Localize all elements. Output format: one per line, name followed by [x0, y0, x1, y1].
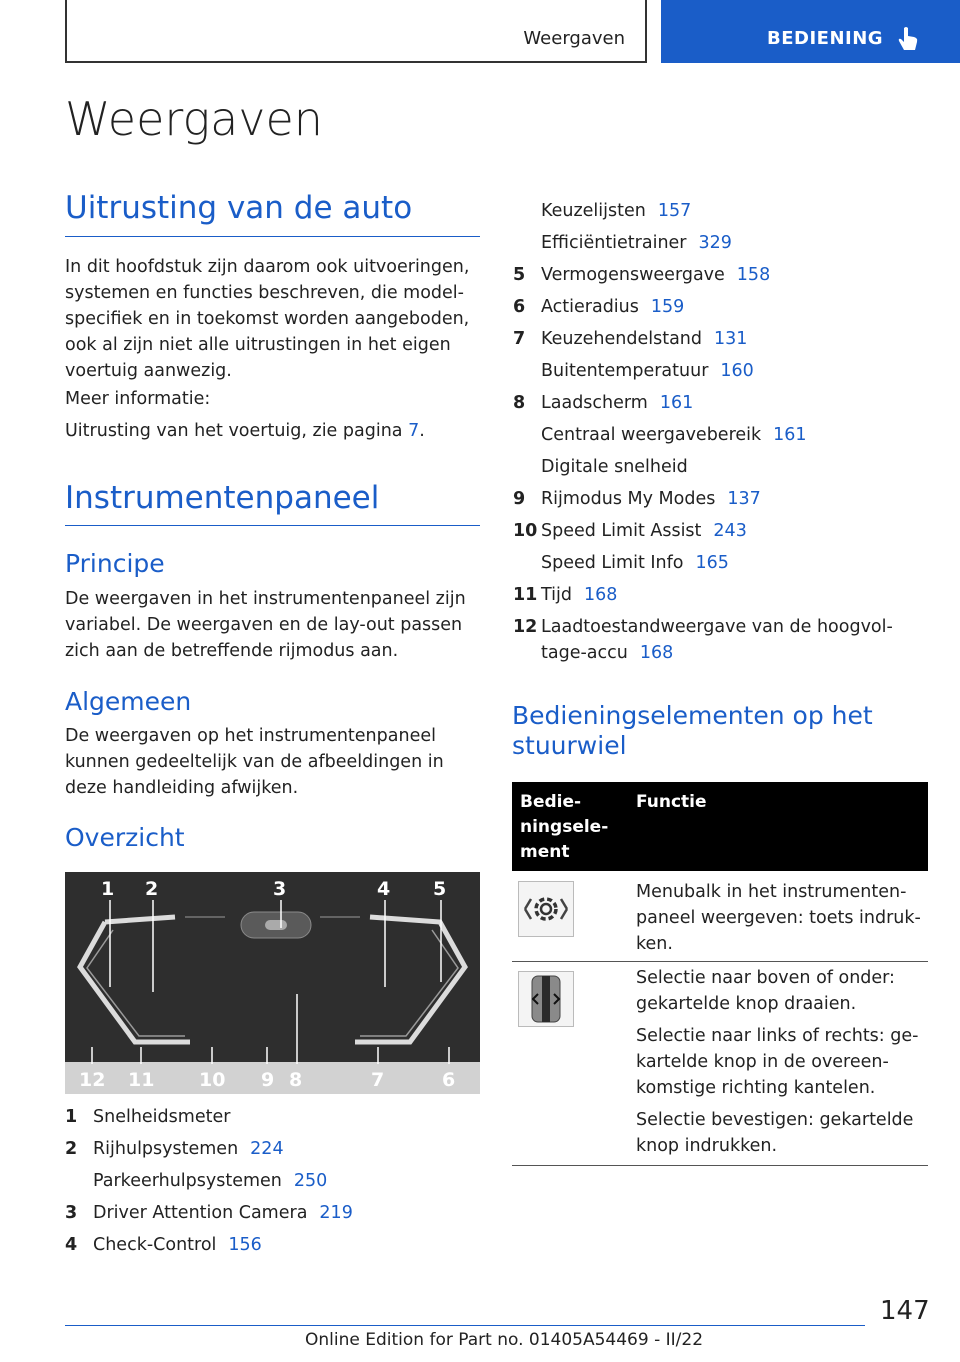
header-chapter-label: BEDIENING [767, 28, 884, 49]
header-section-box [65, 0, 647, 63]
page-link[interactable]: 161 [659, 393, 694, 413]
principle-text: De weergaven in het instrumentenpaneel zijn variabel. De weergaven en de lay-out passen zich aan de betreffende rijmodus aan. [65, 589, 466, 661]
overview-heading: Overzicht [65, 823, 185, 852]
legend-text: Actieradius [541, 297, 639, 317]
header-section-title: Weergaven [523, 28, 625, 49]
legend-number: 9 [513, 489, 526, 509]
legend-text: Tijd [541, 585, 572, 605]
equipment-reference-suffix: . [419, 421, 425, 441]
function-description [636, 879, 928, 963]
function-text: Menubalk in het instrumenten-paneel weergeven: toets indruk-ken. [636, 882, 921, 954]
page-link[interactable]: 159 [650, 297, 685, 317]
callout-label: 2 [145, 878, 159, 900]
legend-text: Vermogensweergave [541, 265, 725, 285]
legend-text: Centraal weergavebereik [541, 425, 762, 445]
page-link[interactable]: 7 [408, 421, 420, 441]
column-header-function: Functie [636, 792, 707, 812]
equipment-heading-rule [65, 236, 480, 237]
equipment-reference [65, 418, 475, 444]
callout-label: 4 [377, 878, 391, 900]
knurled-wheel-icon [518, 971, 574, 1027]
page-link[interactable]: 168 [583, 585, 618, 605]
instrument-heading: Instrumentenpaneel [65, 480, 380, 516]
table-header [512, 782, 928, 871]
steering-heading-line: Bedieningselementen op het [512, 701, 873, 730]
instrument-panel-illustration [65, 872, 480, 1094]
page-link[interactable]: 137 [727, 489, 761, 509]
column-header-control: Bedie-ningsele-ment [520, 792, 609, 862]
page-number: 147 [880, 1296, 930, 1326]
general-text: De weergaven op het instrumentenpaneel kunnen gedeeltelijk van de afbeeldingen in deze handleiding afwijken. [65, 726, 444, 798]
page-link[interactable]: 165 [695, 553, 729, 573]
legend-text: Keuzelijsten [541, 201, 646, 221]
legend-number: 1 [65, 1107, 78, 1127]
function-description [636, 965, 928, 1165]
page-link[interactable]: 250 [293, 1171, 328, 1191]
callout-label: 1 [101, 878, 115, 900]
legend-text: Speed Limit Assist [541, 521, 702, 541]
header-chapter-tab [661, 0, 960, 63]
legend-text: Laadtoestandweergave van de hoogvol- [541, 617, 893, 637]
gear-settings-icon [518, 881, 574, 937]
legend-text: Parkeerhulpsystemen [93, 1171, 282, 1191]
row-divider [512, 961, 928, 962]
footer-rule [65, 1325, 865, 1326]
function-text: Selectie bevestigen: gekartelde knop indrukken. [636, 1110, 914, 1156]
legend-text: Laadscherm [541, 393, 648, 413]
legend-text: Keuzehendelstand [541, 329, 703, 349]
legend-text: Rijhulpsystemen [93, 1139, 239, 1159]
legend-text: Snelheidsmeter [93, 1107, 231, 1127]
instrument-heading-rule [65, 525, 480, 526]
legend-number: 8 [513, 393, 526, 413]
legend-text: Check-Control [93, 1235, 217, 1255]
legend-number: 6 [513, 297, 526, 317]
function-text: Selectie naar links of rechts: ge-kartelde knop in de overeen-komstige richting kantelen. [636, 1026, 919, 1098]
callout-label: 5 [433, 878, 447, 900]
page-link[interactable]: 219 [319, 1203, 353, 1223]
page-link[interactable]: 160 [720, 361, 754, 381]
callout-label: 9 [261, 1069, 275, 1091]
instrument-panel-figure [65, 872, 480, 1094]
legend-number: 3 [65, 1203, 78, 1223]
callout-label: 3 [273, 878, 287, 900]
page-link[interactable]: 329 [698, 233, 732, 253]
callout-label: 6 [442, 1069, 456, 1091]
page-link[interactable]: 161 [773, 425, 807, 445]
function-text: Selectie naar boven of onder: gekartelde knop draaien. [636, 968, 895, 1014]
page-link[interactable]: 131 [714, 329, 748, 349]
legend-number: 5 [513, 265, 526, 285]
equipment-reference-text: Uitrusting van het voertuig, zie pagina [65, 421, 409, 441]
page-link[interactable]: 157 [657, 201, 692, 221]
page-link[interactable]: 156 [228, 1235, 262, 1255]
legend-text: Rijmodus My Modes [541, 489, 716, 509]
pointing-hand-icon [897, 26, 919, 52]
callout-label: 7 [371, 1069, 385, 1091]
legend-number: 10 [513, 521, 538, 541]
steering-heading-line: stuurwiel [512, 731, 627, 760]
legend-text: Digitale snelheid [541, 457, 688, 477]
page-link[interactable]: 168 [639, 643, 674, 663]
principle-heading: Principe [65, 549, 165, 578]
row-divider [512, 1165, 928, 1166]
legend-number: 7 [513, 329, 526, 349]
legend-text: Driver Attention Camera [93, 1203, 308, 1223]
legend-number: 2 [65, 1139, 78, 1159]
legend-number: 11 [513, 585, 538, 605]
steering-controls-heading [512, 701, 873, 761]
legend-text: Speed Limit Info [541, 553, 684, 573]
legend-text: tage-accu [541, 643, 628, 663]
page-link[interactable]: 224 [250, 1139, 284, 1159]
legend-text: Buitentemperatuur [541, 361, 709, 381]
more-info-label: Meer informatie: [65, 389, 211, 409]
callout-label: 11 [128, 1069, 155, 1091]
general-heading: Algemeen [65, 687, 192, 716]
footer-edition: Online Edition for Part no. 01405A54469 - II/22 [305, 1330, 704, 1350]
equipment-paragraph: In dit hoofdstuk zijn daarom ook uitvoeringen, systemen en functies beschreven, die model-specifiek en in toekomst worden aangeboden, ook al zijn niet alle uitrustingen in het eigen voertuig aanwezig. [65, 257, 470, 381]
legend-number: 12 [513, 617, 538, 637]
legend-text: Efficiëntietrainer [541, 233, 687, 253]
callout-label: 12 [79, 1069, 106, 1091]
page-link[interactable]: 243 [713, 521, 747, 541]
legend-number: 4 [65, 1235, 78, 1255]
page-title: Weergaven [65, 92, 323, 146]
callout-label: 10 [199, 1069, 226, 1091]
legend-text-continued [541, 640, 673, 666]
callout-label: 8 [289, 1069, 303, 1091]
page-link[interactable]: 158 [736, 265, 771, 285]
equipment-heading: Uitrusting van de auto [65, 190, 413, 226]
